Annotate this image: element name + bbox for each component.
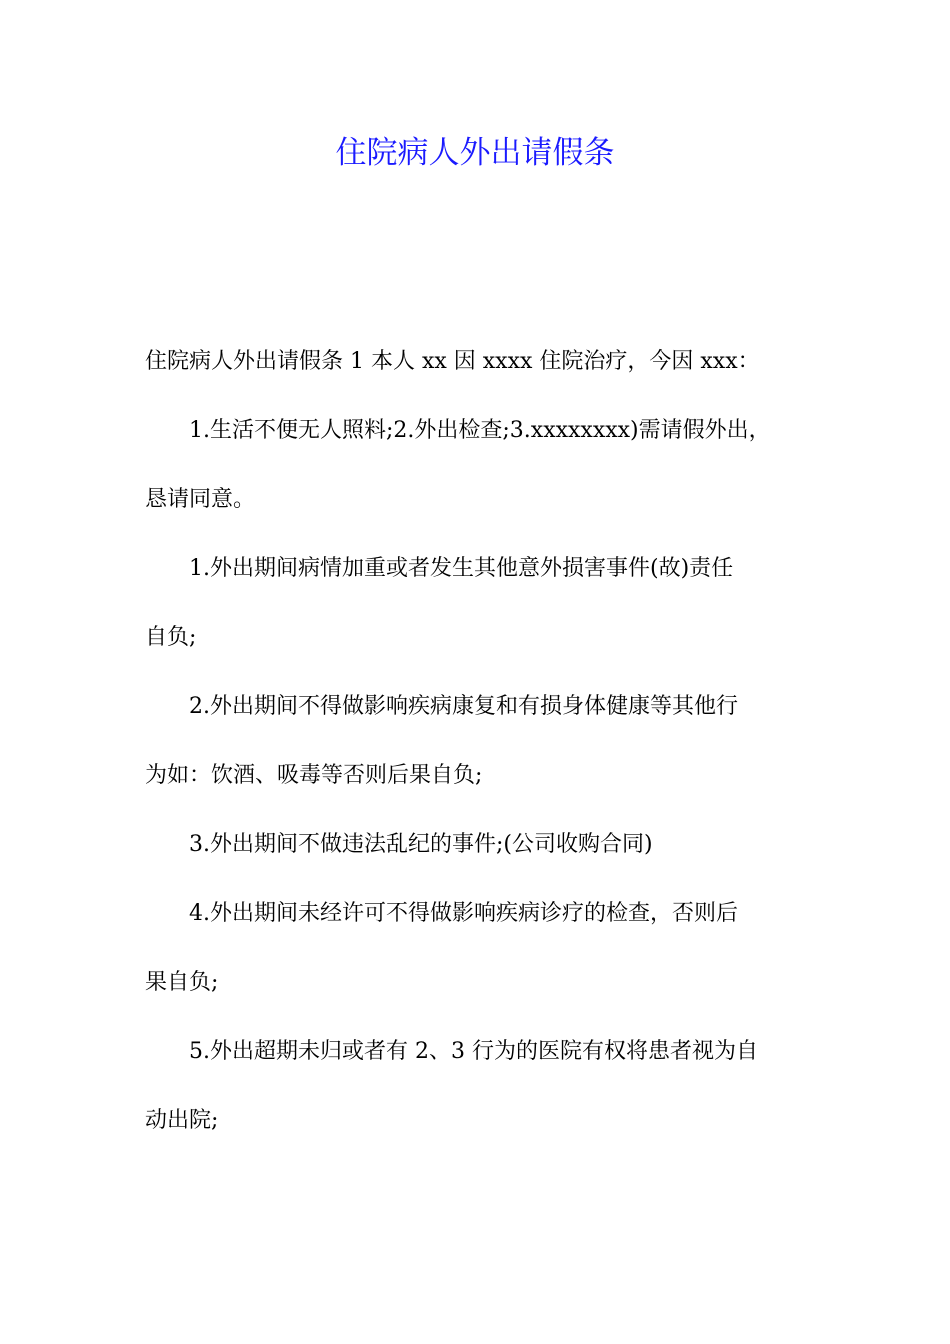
paragraph-line: 自负; <box>145 625 197 650</box>
paragraph-line: 5.外出超期未归或者有 2、3 行为的医院有权将患者视为自 <box>189 1039 758 1064</box>
paragraph-intro <box>145 338 815 386</box>
document-body <box>145 338 815 1145</box>
paragraph-line: 恳请同意。 <box>145 487 256 512</box>
paragraph-item-4 <box>145 890 815 1007</box>
paragraph-line: 为如：饮酒、吸毒等否则后果自负; <box>145 763 483 788</box>
paragraph-line: 果自负; <box>145 970 219 995</box>
paragraph-reasons <box>145 407 815 524</box>
paragraph-line: 住院病人外出请假条 1 本人 xx 因 xxxx 住院治疗，今因 xxx： <box>145 349 760 374</box>
paragraph-line: 动出院; <box>145 1108 219 1133</box>
paragraph-line: 1.生活不便无人照料;2.外出检查;3.xxxxxxxx)需请假外出， <box>189 418 771 443</box>
paragraph-item-1 <box>145 545 815 662</box>
paragraph-item-5 <box>145 1028 815 1145</box>
paragraph-line: 2.外出期间不得做影响疾病康复和有损身体健康等其他行 <box>189 694 738 719</box>
document-title: 住院病人外出请假条 <box>335 135 615 171</box>
paragraph-item-2 <box>145 683 815 800</box>
paragraph-line: 4.外出期间未经许可不得做影响疾病诊疗的检查，否则后 <box>189 901 738 926</box>
paragraph-line: 1.外出期间病情加重或者发生其他意外损害事件(故)责任 <box>189 556 734 581</box>
paragraph-item-3 <box>145 821 815 869</box>
paragraph-line: 3.外出期间不做违法乱纪的事件;(公司收购合同) <box>189 832 653 857</box>
